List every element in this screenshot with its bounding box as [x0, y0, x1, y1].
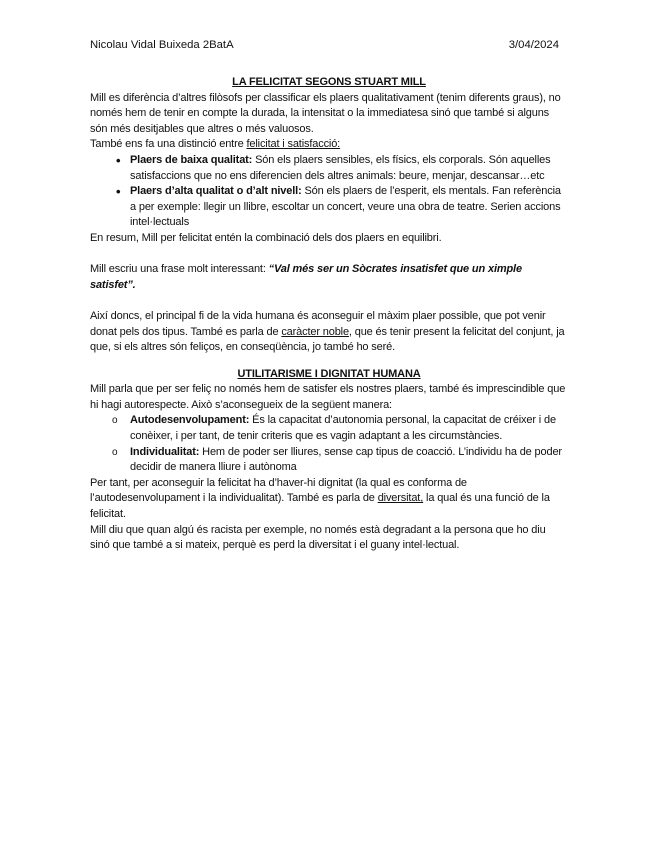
section-title-mill: LA FELICITAT SEGONS STUART MILL: [232, 76, 426, 88]
header-author: Nicolau Vidal Buixeda 2BatA: [90, 39, 234, 51]
document-body: [90, 75, 568, 554]
pleasure-list: [90, 153, 568, 231]
dignity-underlined: diversitat,: [377, 492, 424, 505]
conclusion-text: Així doncs, el principal fi de la vida humana és aconseguir el màxim plaer possible, que pot venir donat pels dos tipus. També es parla de: [90, 309, 546, 338]
list-item-term: Individualitat:: [130, 445, 200, 458]
paragraph-summary: En resum, Mill per felicitat entén la combinació dels dos plaers en equilibri.: [90, 231, 442, 244]
conclusion-rest: que és tenir present la felicitat del conjunt, ja que, si els altres són feliços, en conseqüència, jo també ho seré.: [90, 325, 565, 354]
list-item-text: És la capacitat d’autonomia personal, la capacitat de créixer i de conèixer, i per tant, de tenir criteris que es vagin adaptant a les circumstàncies.: [130, 414, 556, 443]
list-item-text: Són els plaers de l’esperit, els mentals. Fan referència a per exemple: llegir un llibre, escoltar un concert, veure una obra de teatre. Serien accions intel·lectuals: [130, 185, 561, 229]
list-item-term: Plaers de baixa qualitat:: [130, 153, 253, 166]
paragraph-racisme: Mill diu que quan algú és racista per exemple, no només està degradant a la persona que ho diu sinó que també a si mateix, perquè es perd la diversitat i el guany intel·lectual.: [90, 523, 546, 552]
circle-bullet-icon: o: [112, 415, 118, 427]
header-date: 3/04/2024: [508, 39, 559, 51]
dignity-text: Per tant, per aconseguir la felicitat ha d’haver-hi dignitat (la qual es conforma de l’autodesenvolupament i la individualitat). També es parla de: [90, 476, 467, 505]
circle-bullet-icon: o: [112, 446, 118, 458]
list-item: [90, 153, 568, 184]
quote-text: “Val més ser un Sòcrates insatisfet que un ximple satisfet”.: [90, 263, 522, 291]
paragraph-dignitat: [90, 476, 568, 523]
paragraph-intro: Mill es diferència d’altres filòsofs per classificar els plaers qualitativament (tenim diferents graus), no només hem de tenir en compte la durada, la intensitat o la immediatesa sinó que també si alguns són més desitjables que altres o més valuosos.: [90, 91, 561, 135]
list-item: [90, 445, 568, 476]
list-item-term: Plaers d’alta qualitat o d’alt nivell:: [130, 185, 302, 198]
bullet-icon: [116, 184, 126, 202]
list-item-text: Són els plaers sensibles, els físics, els corporals. Són aquelles satisfaccions que no ens diferencien dels altres animals: beure, menjar, descansar…etc: [130, 153, 551, 182]
distinction-text: També ens fa una distinció entre: [90, 138, 247, 151]
dignity-list: [90, 413, 568, 475]
list-item: [90, 184, 568, 231]
paragraph-distinction: [90, 137, 568, 153]
quote-intro: Mill escriu una frase molt interessant:: [90, 263, 269, 276]
dignity-rest: la qual és una funció de la felicitat.: [90, 492, 550, 521]
list-item-term: Autodesenvolupament:: [130, 414, 250, 427]
list-item-text: Hem de poder ser lliures, sense cap tipus de coacció. L’individu ha de poder decidir de manera lliure i autònoma: [130, 445, 562, 474]
list-item: [90, 413, 568, 444]
paragraph-autorespecte: Mill parla que per ser feliç no només hem de satisfer els nostres plaers, també és imprescindible que hi hagi autorespecte. Això s’aconsegueix de la següent manera:: [90, 383, 566, 411]
paragraph-conclusion: [90, 309, 568, 356]
bullet-icon: [116, 153, 126, 171]
section-title-utilitarisme: UTILITARISME I DIGNITAT HUMANA: [237, 367, 421, 380]
paragraph-quote: [90, 262, 568, 293]
conclusion-underlined: caràcter noble,: [281, 325, 352, 338]
distinction-underlined: felicitat i satisfacció:: [246, 138, 341, 151]
